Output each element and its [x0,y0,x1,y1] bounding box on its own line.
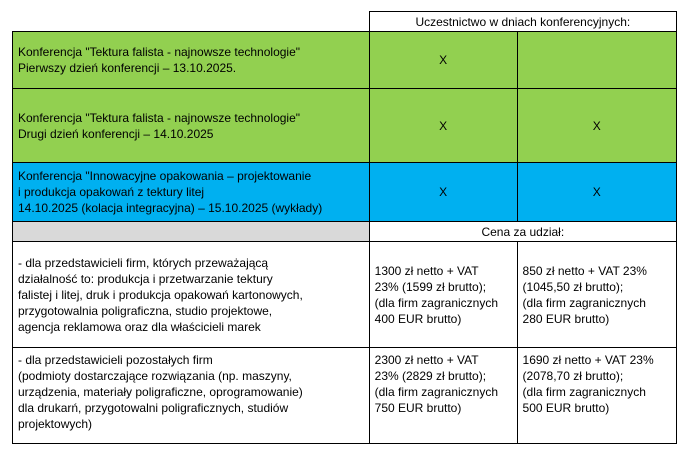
row-text-line: i produkcja opakowań z tektury litej [18,185,205,199]
price-line: (dla firm zagranicznych [374,295,499,310]
conference-row-label [13,32,370,89]
label-line: dla drukarń, przygotowalni poligraficznych, studiów [18,401,289,415]
label-line: urządzenia, materiały poligraficzne, oprogramowanie) [18,385,303,399]
price-line: 23% (1599 zł brutto); [374,279,487,294]
row-text-line: Drugi dzień konferencji – 14.10.2025 [18,126,214,141]
participation-header: Uczestnictwo w dniach konferencyjnych: [369,12,676,32]
price-line: 2300 zł netto + VAT [374,353,479,367]
label-line: (podmioty dostarczające rozwiązania (np. maszyny, [18,369,292,383]
price-line: (dla firm zagranicznych [374,385,499,399]
empty-corner-cell [13,12,370,32]
price-line: 1300 zł netto + VAT [374,263,479,278]
day-mark-cell: X [517,163,676,222]
day-mark-cell: X [369,32,517,89]
price-line: (dla firm zagranicznych [522,295,646,310]
price-cell [369,348,517,444]
price-row-label [13,242,370,348]
price-cell [517,242,676,348]
grey-spacer-cell [13,222,370,242]
label-line: projektowych) [18,417,93,431]
price-line: 850 zł netto + VAT 23% [522,263,647,278]
label-line: - dla przedstawicieli firm, których przeważającą [18,255,269,270]
label-line: przygotowalnia poligraficzna, studio projektowe, [18,303,273,318]
price-cell [369,242,517,348]
label-line: - dla przedstawicieli pozostałych firm [18,353,213,367]
price-row-label [13,348,370,444]
label-line: agencja reklamowa oraz dla właścicieli marek [18,319,261,334]
row-text-line: Konferencja "Tektura falista - najnowsze technologie" [18,110,301,125]
price-line: 500 EUR brutto) [522,401,610,415]
price-cell [517,348,676,444]
price-line: 1690 zł netto + VAT 23% [522,353,654,367]
price-line: (dla firm zagranicznych [522,385,646,399]
price-line: (1045,50 zł brutto); [522,279,624,294]
label-line: falistej i litej, druk i produkcja opakowań kartonowych, [18,287,303,302]
row-text-line: Pierwszy dzień konferencji – 13.10.2025. [18,61,237,75]
conference-row-label [13,163,370,222]
price-line: 23% (2829 zł brutto); [374,369,487,383]
price-line: 400 EUR brutto) [374,311,462,326]
row-text-line: Konferencja "Tektura falista - najnowsze technologie" [18,45,301,59]
conference-row-label [13,89,370,163]
price-line: 280 EUR brutto) [522,311,610,326]
day-mark-cell: X [369,89,517,163]
price-header: Cena za udział: [369,222,676,242]
label-line: działalność to: produkcja i przetwarzanie tektury [18,271,273,286]
day-mark-cell: X [517,89,676,163]
day-mark-cell: X [369,163,517,222]
row-text-line: 14.10.2025 (kolacja integracyjna) – 15.10.2025 (wykłady) [18,201,323,215]
price-line: 750 EUR brutto) [374,401,462,415]
price-line: (2078,70 zł brutto); [522,369,624,383]
row-text-line: Konferencja "Innowacyjne opakowania – projektowanie [18,169,312,183]
day-mark-cell [517,32,676,89]
conference-table [12,11,677,444]
